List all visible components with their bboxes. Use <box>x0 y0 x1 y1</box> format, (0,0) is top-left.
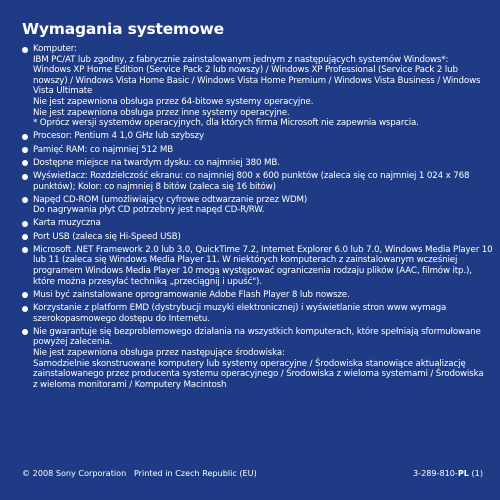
list-item-line: Port USB (zaleca się Hi-Speed USB) <box>33 231 181 242</box>
list-item <box>22 327 484 391</box>
list-item <box>22 195 484 216</box>
list-item-line: Dostępne miejsce na twardym dysku: co najmniej 380 MB. <box>33 157 280 168</box>
footer-copyright: © 2008 Sony Corporation Printed in Czech Republic (EU) <box>22 468 257 478</box>
list-item-line: Nie gwarantuje się bezproblemowego działania na wszystkich komputerach, które spełniają sformułowane <box>33 326 481 337</box>
list-item-line: * Oprócz wersji systemów operacyjnych, dla których firma Microsoft nie zapewnia wsparcia. <box>33 118 419 129</box>
bullet-icon <box>22 221 28 227</box>
code-prefix: 3-289-810- <box>413 468 458 478</box>
bullet-icon <box>22 292 28 298</box>
list-item <box>22 158 484 169</box>
list-item-line: nowszy) / Windows Vista Home Basic / Windows Vista Home Premium / Windows Vista Business / Windows <box>33 75 481 86</box>
list-item-line: punktów); Kolor: co najmniej 8 bitów (zaleca się 16 bitów) <box>33 181 276 192</box>
list-item-line: programem Windows Media Player 10 mogą występować ograniczenia rodzaju plików (AAC, filmów itp.), <box>33 266 472 277</box>
list-item-line: Windows XP Home Edition (Service Pack 2 lub nowszy) / Windows XP Professional (Service Pack 2 lub <box>33 65 458 76</box>
list-item <box>22 290 484 301</box>
list-item <box>22 131 484 142</box>
bullet-icon <box>22 234 28 240</box>
bullet-icon <box>22 134 28 140</box>
footer-document-code <box>413 468 483 478</box>
page-title: Wymagania systemowe <box>22 20 224 38</box>
list-item <box>22 232 484 243</box>
bullet-icon <box>22 329 28 335</box>
bullet-icon <box>22 160 28 166</box>
list-item-line: Korzystanie z platform EMD (dystrybucji muzyki elektronicznej) i wyświetlanie stron www wymaga <box>33 303 447 313</box>
list-item-line: Microsoft .NET Framework 2.0 lub 3.0, QuickTime 7.2, Internet Explorer 6.0 lub 7.0, Windows Media Player 10 <box>33 244 493 255</box>
list-item-line: Karta muzyczna <box>33 218 101 229</box>
list-item <box>22 171 484 192</box>
list-item-line: Do nagrywania płyt CD potrzebny jest napęd CD-R/RW. <box>33 205 265 216</box>
list-item-line: Wyświetlacz: Rozdzielczość ekranu: co najmniej 800 x 600 punktów (zaleca się co najmniej 1 024 x 768 <box>33 170 470 181</box>
list-item-line: Nie jest zapewniona obsługa przez 64-bitowe systemy operacyjne. <box>33 96 314 107</box>
list-item <box>22 303 484 324</box>
list-item <box>22 218 484 229</box>
bullet-icon <box>22 174 28 180</box>
bullet-icon <box>22 197 28 203</box>
code-language: PL <box>457 468 469 478</box>
list-item <box>22 44 484 129</box>
bullet-icon <box>22 47 28 53</box>
list-item-line: IBM PC/AT lub zgodny, z fabrycznie zainstalowanym jednym z następujących systemów Windows*: <box>33 54 449 65</box>
requirements-list <box>22 44 493 393</box>
bullet-icon <box>22 147 28 153</box>
list-item-line: zainstalowanego przez producenta systemu operacyjnego / Środowiska z wieloma systemami / Środowiska <box>33 369 484 380</box>
list-item-line: Napęd CD-ROM (umożliwiający cyfrowe odtwarzanie przez WDM) <box>33 194 308 205</box>
list-item-line: Nie jest zapewniona obsługa przez inne systemy operacyjne. <box>33 107 290 118</box>
bullet-icon <box>22 247 28 253</box>
list-item-line: lub 11 (zaleca się Windows Media Player 11. W niektórych komputerach z zainstalowanym wcześniej <box>33 255 458 266</box>
list-item-line: Nie jest zapewniona obsługa przez następujące środowiska: <box>33 347 285 358</box>
bullet-icon <box>22 306 28 312</box>
list-item-line: szerokopasmowego dostępu do Internetu. <box>33 313 210 324</box>
code-suffix: (1) <box>468 468 483 478</box>
list-item-line: powyżej zalecenia. <box>33 337 113 348</box>
list-item-line: Vista Ultimate <box>33 86 93 97</box>
list-item-line: Pamięć RAM: co najmniej 512 MB <box>33 144 174 155</box>
list-item-line: Procesor: Pentium 4 1,0 GHz lub szybszy <box>33 131 204 142</box>
list-item <box>22 145 484 156</box>
list-item-line: Komputer: <box>33 44 77 54</box>
list-item-line: Samodzielnie skonstruowane komputery lub systemy operacyjne / Środowiska stanowiące aktualizację <box>33 358 466 369</box>
list-item <box>22 244 493 287</box>
list-item-line: Musi być zainstalowane oprogramowanie Adobe Flash Player 8 lub nowsze. <box>33 289 350 300</box>
list-item-line: które można przesyłać techniką „przeciągnij i upuść"). <box>33 276 262 287</box>
list-item-line: z wieloma monitorami / Komputery Macintosh <box>33 379 227 390</box>
